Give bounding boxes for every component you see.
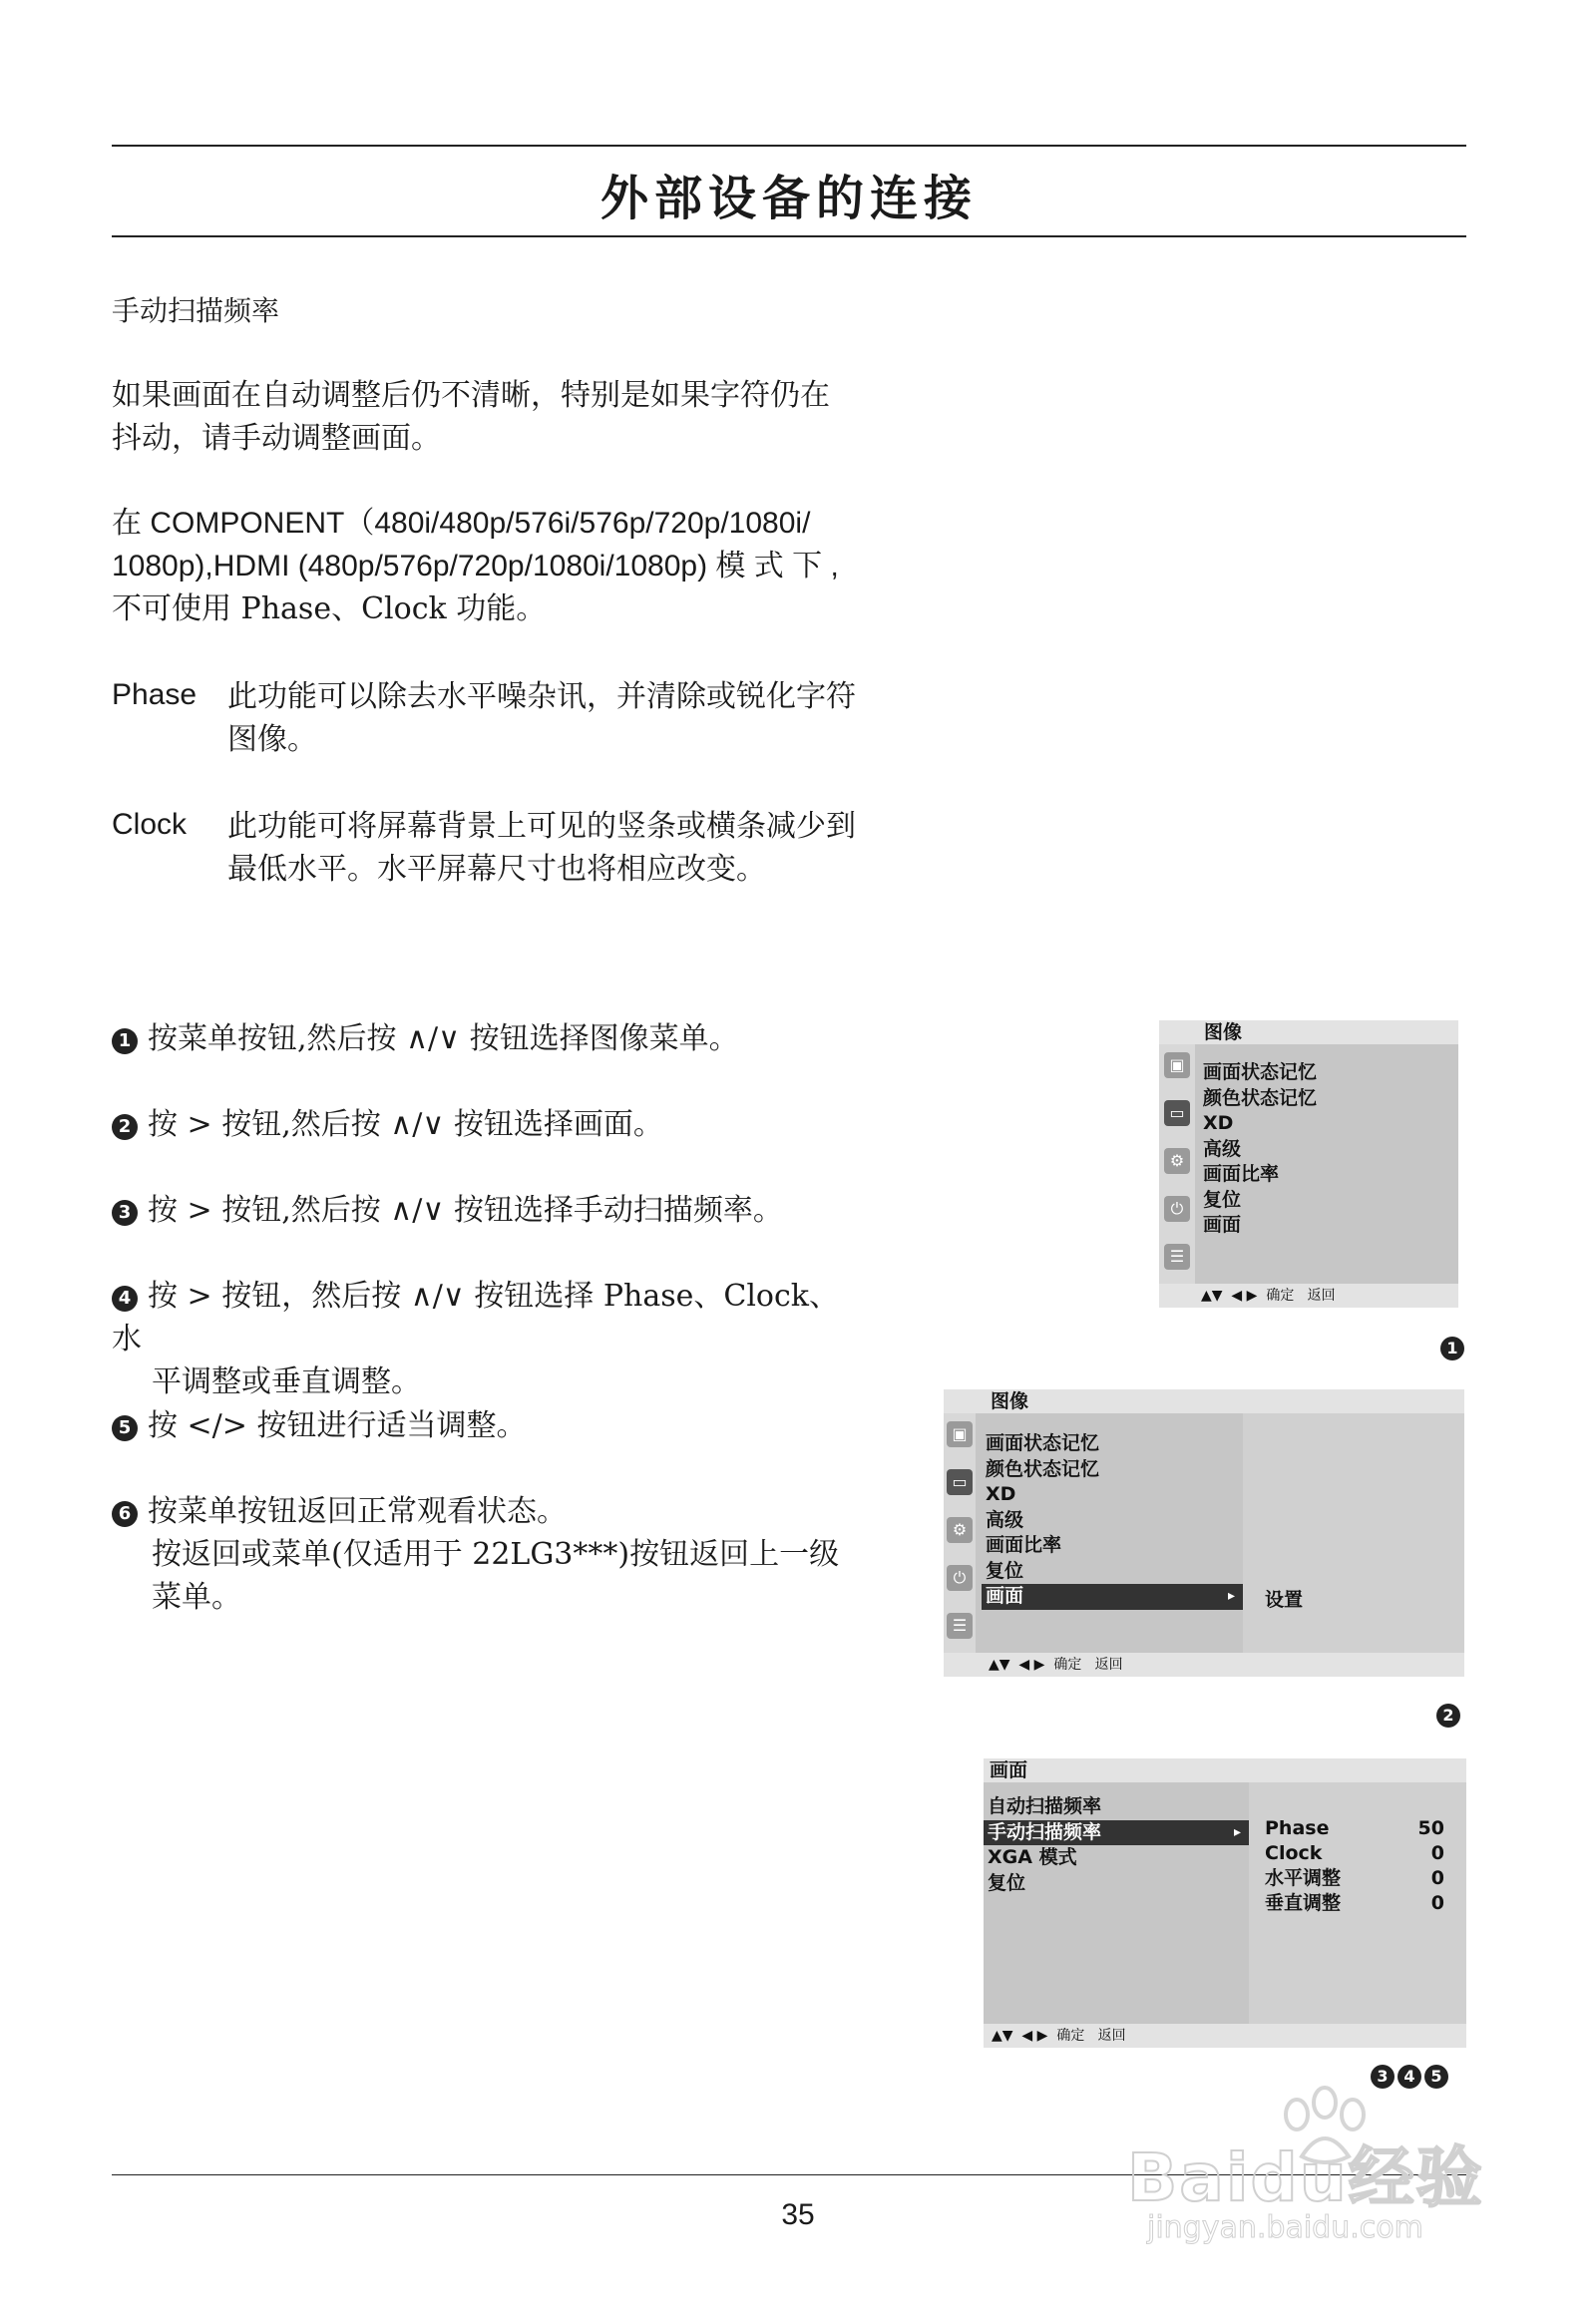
step-text: 按 > 按钮，然后按 ∧/∨ 按钮选择 Phase、Clock、水 <box>112 1279 839 1356</box>
osd-screen-picture-submenu <box>944 1389 1464 1677</box>
picture-icon: ▣ <box>947 1421 973 1447</box>
step-text-continued: 菜单。 <box>152 1580 241 1615</box>
osd-menu-list <box>984 1794 1249 1896</box>
option-icon: ☰ <box>947 1613 973 1639</box>
step-number: 5 <box>112 1415 138 1441</box>
power-icon: ⏻ <box>1164 1196 1190 1222</box>
figure-number: 3 <box>1371 2065 1395 2089</box>
osd-icon-bar <box>944 1413 976 1653</box>
osd-menu-item: XD <box>986 1483 1016 1505</box>
top-rule <box>112 145 1466 147</box>
osd-menu-item: 画面比率 <box>1203 1163 1280 1185</box>
step-number: 1 <box>112 1028 138 1054</box>
term-clock: Clock <box>112 808 188 841</box>
step-6 <box>112 1490 855 1619</box>
param-name: 水平调整 <box>1265 1867 1342 1889</box>
osd-footer-hints: ▲▼ ◀ ▶ 确定 返回 <box>984 2024 1466 2048</box>
step-text-continued: 按返回或菜单(仅适用于 22LG3***)按钮返回上一级 <box>152 1537 840 1572</box>
figure-label-1 <box>1440 1337 1467 1360</box>
step-number: 4 <box>112 1286 138 1312</box>
watermark-brand: Baidu经验 <box>1127 2139 1484 2216</box>
osd-menu-item: 高级 <box>1203 1137 1242 1160</box>
osd-menu-item: XGA 模式 <box>988 1846 1077 1868</box>
param-value: 50 <box>1417 1817 1444 1839</box>
title-rule <box>112 235 1466 237</box>
term-clock-desc: 此功能可将屏幕背景上可见的竖条或横条减少到最低水平。水平屏幕尺寸也将相应改变。 <box>227 809 856 887</box>
osd-menu-item: 颜色状态记忆 <box>1203 1086 1318 1109</box>
osd-title: 画面 <box>984 1758 1466 1782</box>
step-2 <box>112 1103 855 1146</box>
step-1 <box>112 1017 855 1060</box>
page-title: 外部设备的连接 <box>599 171 978 226</box>
mode-note-line: 1080p),HDMI (480p/576p/720p/1080i/1080p) 模 式 下 , <box>112 550 839 582</box>
osd-title: 图像 <box>944 1389 1464 1413</box>
step-number: 3 <box>112 1200 138 1226</box>
term-phase: Phase <box>112 678 198 711</box>
param-row-clock <box>1265 1841 1444 1866</box>
step-text: 按 > 按钮,然后按 ∧/∨ 按钮选择画面。 <box>148 1107 663 1142</box>
figure-number: 2 <box>1436 1704 1460 1728</box>
param-value: 0 <box>1430 1842 1444 1864</box>
osd-menu-item: 画面状态记忆 <box>986 1432 1100 1454</box>
step-3 <box>112 1189 855 1232</box>
page-number: 35 <box>781 2198 815 2231</box>
osd-menu-item: 高级 <box>986 1508 1024 1531</box>
osd-screen-manual-tuning <box>984 1758 1466 2048</box>
step-5 <box>112 1404 855 1447</box>
osd-menu-item: 画面状态记忆 <box>1203 1061 1318 1083</box>
step-number: 6 <box>112 1501 138 1527</box>
mode-note-line: 不可使用 Phase、Clock 功能。 <box>112 591 547 626</box>
power-icon: ⏻ <box>947 1565 973 1591</box>
baidu-watermark <box>1127 2085 1506 2264</box>
param-name: Clock <box>1265 1842 1323 1864</box>
figure-number: 5 <box>1424 2065 1448 2089</box>
step-4 <box>112 1275 855 1403</box>
osd-menu-item: 画面 <box>1203 1214 1242 1236</box>
param-value: 0 <box>1430 1867 1444 1889</box>
osd-menu-item: 颜色状态记忆 <box>986 1457 1100 1480</box>
param-row-phase <box>1265 1816 1444 1841</box>
osd-parameter-panel <box>1249 1782 1466 2024</box>
setup-gear-icon: ⚙ <box>1164 1148 1190 1174</box>
section-heading: 手动扫描频率 <box>112 294 280 327</box>
mode-note-line: 在 COMPONENT（480i/480p/576i/576p/720p/1080i/ <box>112 507 811 540</box>
osd-menu-item: 复位 <box>986 1559 1024 1582</box>
osd-menu-item: 自动扫描频率 <box>988 1795 1102 1817</box>
option-icon: ☰ <box>1164 1244 1190 1270</box>
figure-number: 4 <box>1397 2065 1421 2089</box>
osd-submenu-item: 设置 <box>1265 1589 1304 1611</box>
osd-footer-hints: ▲▼ ◀ ▶ 确定 返回 <box>1159 1284 1458 1308</box>
osd-icon-bar <box>1159 1044 1195 1284</box>
param-row-horizontal <box>1265 1866 1444 1891</box>
osd-screen-picture-menu <box>1159 1020 1458 1308</box>
mode-note <box>112 502 855 630</box>
osd-footer-hints: ▲▼ ◀ ▶ 确定 返回 <box>944 1653 1464 1677</box>
osd-menu-list <box>982 1431 1243 1610</box>
osd-menu-list <box>1199 1060 1398 1239</box>
osd-menu-item-selected: 画面 ▸ <box>982 1584 1243 1610</box>
param-value: 0 <box>1430 1892 1444 1914</box>
step-text-continued: 平调整或垂直调整。 <box>152 1364 421 1399</box>
osd-title: 图像 <box>1159 1020 1458 1044</box>
osd-submenu-panel <box>1243 1413 1464 1653</box>
osd-menu-item: XD <box>1203 1112 1234 1134</box>
screen-icon: ▭ <box>947 1469 973 1495</box>
param-row-vertical <box>1265 1891 1444 1916</box>
osd-menu-item: 复位 <box>988 1871 1026 1894</box>
step-text: 按 > 按钮,然后按 ∧/∨ 按钮选择手动扫描频率。 <box>148 1193 783 1228</box>
param-name: Phase <box>1265 1817 1330 1839</box>
watermark-url: jingyan.baidu.com <box>1147 2210 1423 2245</box>
picture-icon: ▣ <box>1164 1052 1190 1078</box>
step-text: 按菜单按钮,然后按 ∧/∨ 按钮选择图像菜单。 <box>148 1021 739 1056</box>
figure-number: 1 <box>1440 1337 1464 1360</box>
screen-icon: ▭ <box>1164 1100 1190 1126</box>
osd-menu-item: 画面比率 <box>986 1534 1062 1556</box>
step-text: 按 </> 按钮进行适当调整。 <box>148 1408 527 1443</box>
step-text: 按菜单按钮返回正常观看状态。 <box>148 1494 567 1529</box>
step-number: 2 <box>112 1114 138 1140</box>
setup-gear-icon: ⚙ <box>947 1517 973 1543</box>
figure-label-2 <box>1436 1704 1463 1728</box>
param-name: 垂直调整 <box>1265 1892 1342 1914</box>
osd-menu-item: 复位 <box>1203 1188 1242 1211</box>
intro-paragraph: 如果画面在自动调整后仍不清晰，特别是如果字符仍在抖动，请手动调整画面。 <box>112 378 830 456</box>
term-phase-desc: 此功能可以除去水平噪杂讯，并清除或锐化字符图像。 <box>227 679 856 757</box>
osd-menu-item-selected: 手动扫描频率 ▸ <box>984 1820 1249 1846</box>
